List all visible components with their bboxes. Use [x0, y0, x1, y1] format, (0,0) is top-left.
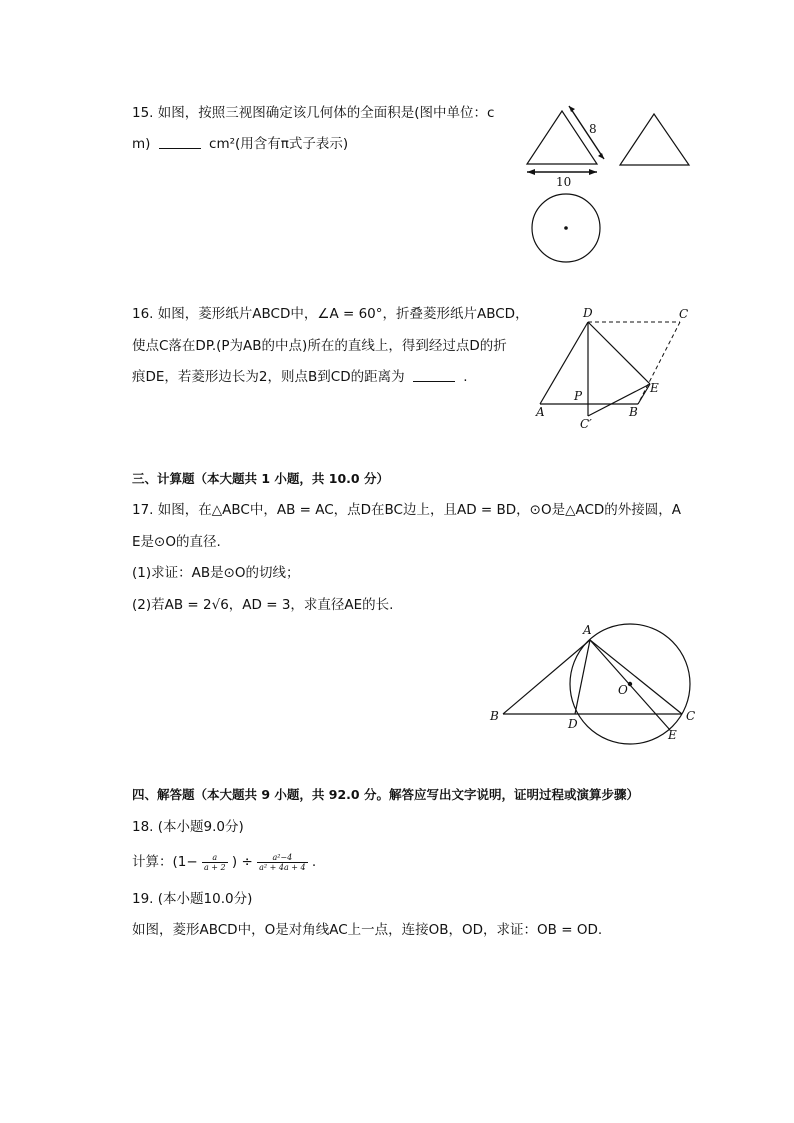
q17-part2: (2)若AB = 2√6，AD = 3，求直径AE的长. [132, 597, 394, 613]
q15-text-line1: 15. 如图，按照三视图确定该几何体的全面积是(图中单位：c [132, 105, 495, 121]
label-E: E [668, 728, 677, 742]
section-3-title: 三、计算题（本大题共 1 小题，共 10.0 分） [132, 471, 389, 486]
q19-header: 19. (本小题10.0分) [132, 891, 253, 907]
label-D: D [568, 717, 578, 731]
q17-text-line2: E是⊙O的直径. [132, 534, 221, 550]
q18-fraction-1 [202, 853, 228, 872]
q18-calc-end: . [311, 854, 317, 870]
q18-frac2-denominator: a² + 4a + 4 [259, 862, 306, 872]
q17-text-line1: 17. 如图，在△ABC中，AB = AC，点D在BC边上，且AD = BD，⊙O是△ACD的外接圆，A [132, 502, 682, 518]
label-B: B [629, 405, 638, 419]
label-D: D [583, 306, 593, 320]
q16-period: . [463, 369, 468, 385]
label-O: O [618, 683, 628, 697]
label-P: P [574, 389, 583, 403]
section-4-title: 四、解答题（本大题共 9 小题，共 92.0 分。解答应写出文字说明，证明过程或演算步骤） [132, 787, 639, 802]
q18-frac2-numerator: a²−4 [257, 853, 308, 863]
q15-unit-tail: m) [132, 136, 151, 152]
q15-unit-note: cm²(用含有π式子表示) [209, 136, 349, 152]
label-E: E [650, 381, 659, 395]
label-A: A [536, 405, 545, 419]
label-B: B [490, 709, 499, 723]
q16-text-line1: 16. 如图，菱形纸片ABCD中，∠A = 60°，折叠菱形纸片ABCD， [132, 306, 529, 322]
label-C: C [679, 307, 689, 321]
label-base-length: 10 [556, 175, 572, 189]
q18-calc-mid: ) ÷ [231, 854, 253, 870]
q18-expression [132, 849, 316, 875]
label-side-length: 8 [589, 122, 597, 136]
q18-fraction-2 [257, 853, 308, 872]
q18-calc-prefix: 计算：(1− [132, 854, 198, 870]
q16-text-line2: 使点C落在DP.(P为AB的中点)所在的直线上，得到经过点D的折 [132, 338, 507, 354]
center-O-dot [628, 682, 632, 686]
label-A: A [583, 623, 592, 637]
q16-question-text: 痕DE，若菱形边长为2，则点B到CD的距离为 [132, 369, 405, 385]
label-C: C [686, 709, 696, 723]
label-C-prime: C′ [580, 417, 592, 431]
q19-text: 如图，菱形ABCD中，O是对角线AC上一点，连接OB，OD，求证：OB = OD. [132, 922, 603, 938]
q18-header: 18. (本小题9.0分) [132, 819, 244, 835]
q18-frac1-denominator: a + 2 [203, 862, 226, 872]
q17-part1: (1)求证：AB是⊙O的切线； [132, 565, 300, 581]
q18-frac1-numerator: a [202, 853, 228, 863]
